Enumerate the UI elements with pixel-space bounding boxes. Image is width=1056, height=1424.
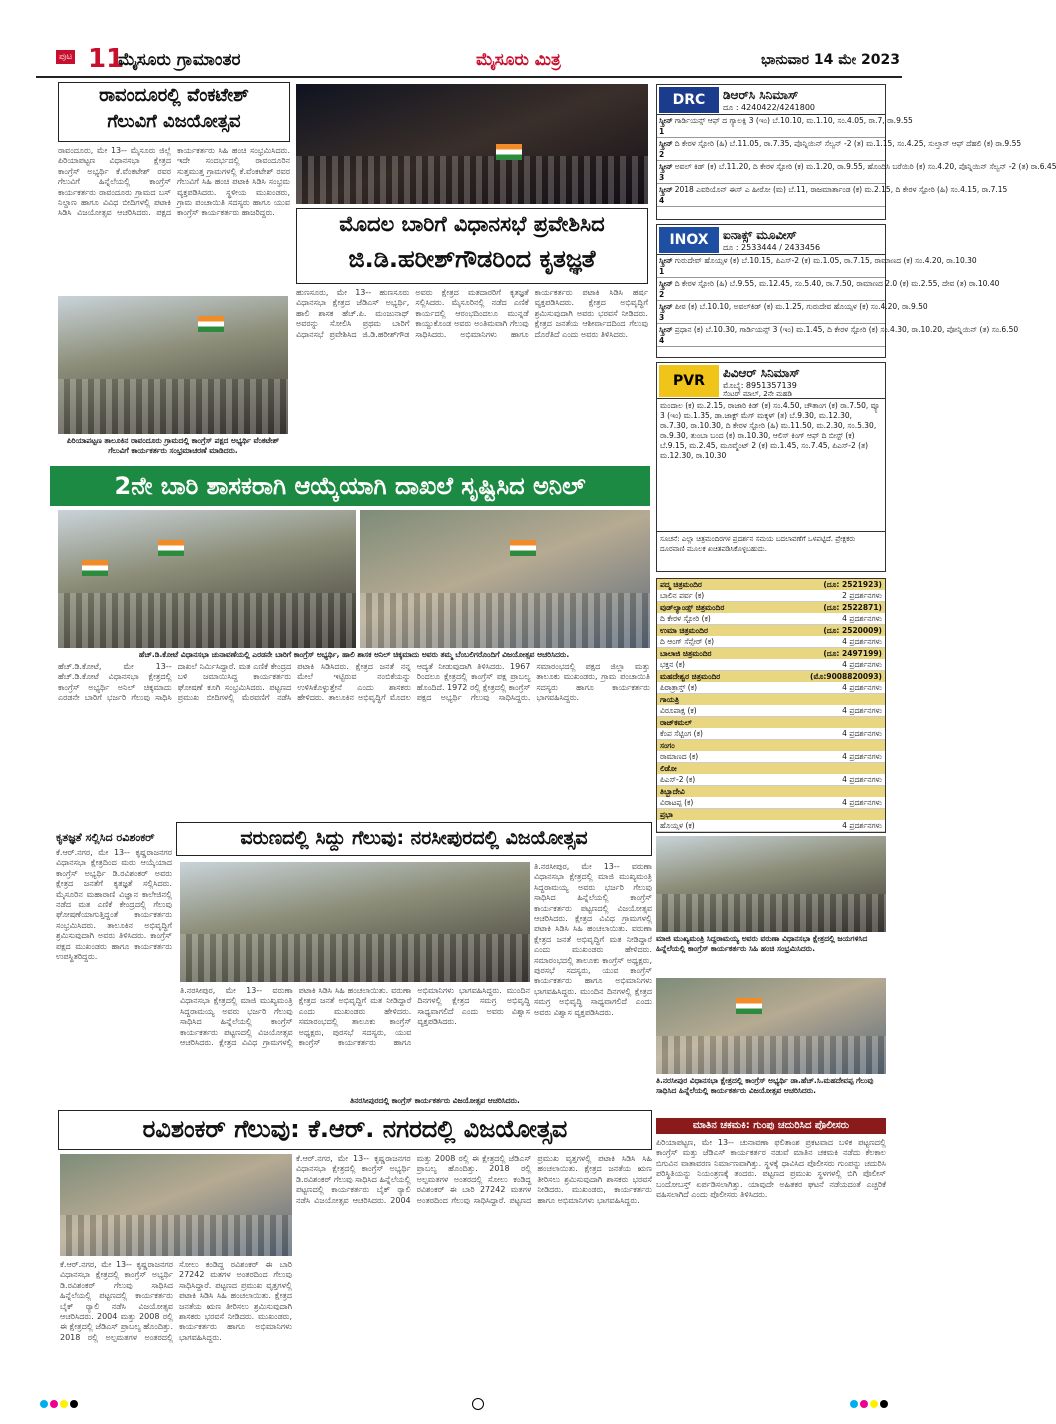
showtime-row: ಸ್ಕ್ರೀನ್ 4 2018 ಎವರಿಯೊನ್ ಈಸ್ ಎ ಹೀರೋ (ಮ) ಬೆ.11, ರಾಜಮಾರ್ತಾಂಡ (ಕ) ಮ.2.15, ದಿ ಕೇರಳ ಸ್ಟೋರಿ (ಹಿ) ಸಂ.4.15, ರಾ.7.15 (659, 185, 1008, 205)
flag-icon (736, 998, 762, 1014)
story7-body-left: ಕೆ.ಆರ್.ನಗರ, ಮೇ 13-- ಕೃಷ್ಣರಾಜನಗರ ವಿಧಾನಸಭಾ ಕ್ಷೇತ್ರದಲ್ಲಿ ಕಾಂಗ್ರೆಸ್ ಅಭ್ಯರ್ಥಿ ಡಿ.ರವಿಶಂಕರ್ ಗೆಲುವು ಸಾಧಿಸಿದ ಹಿನ್ನೆಲೆಯಲ್ಲಿ ಪಟ್ಟಣದಲ್ಲಿ ಕಾರ್ಯಕರ್ತರು ಬೈಕ್ ರ‍್ಯಾಲಿ ನಡೆಸಿ ವಿಜಯೋತ್ಸವ ಆಚರಿಸಿದರು. 2004 ಮತ್ತು 2008 ರಲ್ಲಿ ಈ ಕ್ಷೇತ್ರದಲ್ಲಿ ಜೆಡಿಎಸ್ ಪ್ರಾಬಲ್ಯ ಹೊಂದಿತ್ತು. 2018 ರಲ್ಲಿ ಅಲ್ಪಮತಗಳ ಅಂತರದಲ್ಲಿ ಸೋಲು ಕಂಡಿದ್ದ ರವಿಶಂಕರ್ ಈ ಬಾರಿ 27242 ಮತಗಳ ಅಂತರದಿಂದ ಗೆಲುವು ಸಾಧಿಸಿದ್ದಾರೆ. ಪಟ್ಟಣದ ಪ್ರಮುಖ ವೃತ್ತಗಳಲ್ಲಿ ಪಟಾಕಿ ಸಿಡಿಸಿ ಸಿಹಿ ಹಂಚಲಾಯಿತು. ಕ್ಷೇತ್ರದ ಜನತೆಯ ಋಣ ತೀರಿಸಲು ಶ್ರಮಿಸುವುದಾಗಿ ಶಾಸಕರು ಭರವಸೆ ನೀಡಿದರು. ಮುಖಂಡರು, ಕಾರ್ಯಕರ್ತರು ಹಾಗೂ ಅಭಿಮಾನಿಗಳು ಭಾಗವಹಿಸಿದ್ದರು. (60, 1260, 292, 1342)
flag-icon (158, 540, 184, 556)
theatre-head: ತಿಬ್ಬಾದೇವಿ (657, 786, 885, 797)
cinema-pvr (656, 362, 886, 572)
flag-icon (198, 316, 224, 332)
showtime-row: ಸ್ಕ್ರೀನ್ 2 ದಿ ಕೇರಳ ಸ್ಟೋರಿ (ಹಿ) ಬೆ.11.05, ರಾ.7.35, ಪೊನ್ನಿಯಿನ್ ಸೆಲ್ವನ್ -2 (ತ) ಮ.1.15, ಸಂ.4.25, ಸುಲ್ತಾನ್ ಆಫ್ ದೆಹಲಿ (ಕ) ರಾ.9.55 (659, 139, 1022, 159)
flag-icon (510, 540, 536, 556)
section-name: ಮೈಸೂರು ಗ್ರಾಮಾಂತರ (118, 50, 241, 70)
showtime-row: ಸ್ಕ್ರೀನ್ 2 ದಿ ಕೇರಳ ಸ್ಟೋರಿ (ಹಿ) ಬೆ.9.55, ಮ.12.45, ಸಂ.5.40, ರಾ.7.50, ರಾಮಾಣದ 2.0 (ಕ) ಮ.2.55, ದೇವ (ತ) ರಾ.10.40 (659, 279, 1000, 299)
inox-logo: INOX (659, 227, 719, 253)
cinema-name: ಪಿವಿಆರ್ ಸಿನಿಮಾಸ್ (723, 366, 800, 380)
color-registration-marks (40, 1400, 78, 1410)
showtime-row: ಸ್ಕ್ರೀನ್ 1 ಗುರುದೇವ್ ಹೊಯ್ಸಳ (ಕ) ಬೆ.10.15, ಪಿಎಸ್-2 (ಕ) ಮ.1.05, ರಾ.7.15, ರಾಮಾಣದ (ಕ) ಸಂ.4.20, ರಾ.10.30 (659, 256, 977, 276)
cinema-name: ಡಿಆರ್‌ಸಿ ಸಿನಿಮಾಸ್ (723, 88, 799, 102)
flag-icon (82, 560, 108, 576)
theatre-row: ದಿ ಆಂಗ್ ಸೆನ್ಸೇರ್ (ಕ) 4 ಪ್ರದರ್ಶನಗಳು (657, 636, 885, 648)
story3-photo-left (58, 510, 356, 648)
theatre-row: ವಿರೂಪಾಕ್ಷ (ಕ) 4 ಪ್ರದರ್ಶನಗಳು (657, 705, 885, 717)
color-registration-marks (850, 1400, 888, 1410)
pvr-notice: ಸೂಚನೆ: ಎಲ್ಲಾ ಚಿತ್ರಮಂದಿರಗಳ ಪ್ರದರ್ಶನ ಸಮಯ ಬದಲಾವಣೆಗೆ ಒಳಪಟ್ಟಿದೆ. ಪ್ರೇಕ್ಷಕರು ದೂರವಾಣಿ ಮೂಲಕ ಖಚಿತಪಡಿಸಿಕೊಳ್ಳಬಹುದು. (657, 531, 885, 556)
theatre-head: ಉಮಾ ಚಿತ್ರಮಂದಿರ (ದೂ: 2520009) (657, 625, 885, 636)
theatre-head: ಲಿಡೋ (657, 763, 885, 774)
cinema-inox (656, 224, 1019, 358)
theatre-row: ರಾಮಾಣದ (ಕ) 4 ಪ್ರದರ್ಶನಗಳು (657, 751, 885, 763)
story4-body: ಕೆ.ಆರ್.ನಗರ, ಮೇ 13-- ಕೃಷ್ಣರಾಜನಗರ ವಿಧಾನಸಭಾ ಕ್ಷೇತ್ರದಿಂದ ಮರು ಆಯ್ಕೆಯಾದ ಕಾಂಗ್ರೆಸ್ ಅಭ್ಯರ್ಥಿ ಡಿ.ರವಿಶಂಕರ್ ಅವರು ಕ್ಷೇತ್ರದ ಜನತೆಗೆ ಕೃತಜ್ಞತೆ ಸಲ್ಲಿಸಿದರು. ಮೈಸೂರಿನ ಮಹಾರಾಣಿ ವಿಜ್ಞಾನ ಕಾಲೇಜಿನಲ್ಲಿ ನಡೆದ ಮತ ಎಣಿಕೆ ಕೇಂದ್ರದಲ್ಲಿ ಗೆಲುವು ಘೋಷಣೆಯಾಗುತ್ತಿದ್ದಂತೆ ಕಾರ್ಯಕರ್ತರು ಸಂಭ್ರಮಿಸಿದರು. ತಾಲೂಕಿನ ಅಭಿವೃದ್ಧಿಗೆ ಶ್ರಮಿಸುವುದಾಗಿ ಅವರು ತಿಳಿಸಿದರು. ಕಾಂಗ್ರೆಸ್ ಪಕ್ಷದ ಮುಖಂಡರು ಹಾಗೂ ಕಾರ್ಯಕರ್ತರು ಉಪಸ್ಥಿತರಿದ್ದರು. (56, 848, 172, 962)
theatre-head: ಪ್ರಭಾ (657, 809, 885, 820)
story8-headline: ಮಾತಿನ ಚಕಮಕಿ: ಗುಂಪು ಚದುರಿಸಿದ ಪೊಲೀಸರು (656, 1118, 886, 1134)
showtime-row: ಸ್ಕ್ರೀನ್ 4 ಪ್ರಧಾನ (ಕ) ಬೆ.10.30, ಗಾರ್ಡಿಯನ್ಸ್ 3 (ಇಂ) ಮ.1.45, ದಿ ಕೇರಳ ಸ್ಟೋರಿ (ಕ) ಸಂ.4.30, ರಾ.10.20, ಪೋನ್ನಿಯಿನ್ (ತ) ಸಂ.6.50 (659, 325, 1019, 345)
story5-body: ತಿ.ನರಸೀಪುರ, ಮೇ 13-- ವರುಣಾ ವಿಧಾನಸಭಾ ಕ್ಷೇತ್ರದಲ್ಲಿ ಮಾಜಿ ಮುಖ್ಯಮಂತ್ರಿ ಸಿದ್ದರಾಮಯ್ಯ ಅವರು ಭರ್ಜರಿ ಗೆಲುವು ಸಾಧಿಸಿದ ಹಿನ್ನೆಲೆಯಲ್ಲಿ ಕಾಂಗ್ರೆಸ್ ಕಾರ್ಯಕರ್ತರು ಪಟ್ಟಣದಲ್ಲಿ ವಿಜಯೋತ್ಸವ ಆಚರಿಸಿದರು. ಕ್ಷೇತ್ರದ ವಿವಿಧ ಗ್ರಾಮಗಳಲ್ಲಿ ಪಟಾಕಿ ಸಿಡಿಸಿ ಸಿಹಿ ಹಂಚಲಾಯಿತು. ವರುಣಾ ಕ್ಷೇತ್ರದ ಜನತೆ ಅಭಿವೃದ್ಧಿಗೆ ಮತ ನೀಡಿದ್ದಾರೆ ಎಂದು ಮುಖಂಡರು ಹೇಳಿದರು. ಸಮಾರಂಭದಲ್ಲಿ ತಾಲೂಕು ಕಾಂಗ್ರೆಸ್ ಅಧ್ಯಕ್ಷರು, ಪುರಸಭೆ ಸದಸ್ಯರು, ಯುವ ಕಾಂಗ್ರೆಸ್ ಕಾರ್ಯಕರ್ತರು ಹಾಗೂ ಅಭಿಮಾನಿಗಳು ಭಾಗವಹಿಸಿದ್ದರು. ಮುಂದಿನ ದಿನಗಳಲ್ಲಿ ಕ್ಷೇತ್ರದ ಸಮಗ್ರ ಅಭಿವೃದ್ಧಿ ಸಾಧ್ಯವಾಗಲಿದೆ ಎಂದು ಅವರು ವಿಶ್ವಾಸ ವ್ಯಕ್ತಪಡಿಸಿದರು. (534, 862, 652, 1017)
story3-body: ಹೆಚ್.ಡಿ.ಕೋಟೆ, ಮೇ 13-- ಹೆಚ್.ಡಿ.ಕೋಟೆ ವಿಧಾನಸಭಾ ಕ್ಷೇತ್ರದಲ್ಲಿ ಕಾಂಗ್ರೆಸ್ ಅಭ್ಯರ್ಥಿ ಅನಿಲ್ ಚಿಕ್ಕಮಾದು ಎರಡನೇ ಬಾರಿಗೆ ಭರ್ಜರಿ ಗೆಲುವು ಸಾಧಿಸಿ ದಾಖಲೆ ನಿರ್ಮಿಸಿದ್ದಾರೆ. ಮತ ಎಣಿಕೆ ಕೇಂದ್ರದ ಬಳಿ ಜಮಾಯಿಸಿದ್ದ ಕಾರ್ಯಕರ್ತರು ಘೋಷಣೆ ಕೂಗಿ ಸಂಭ್ರಮಿಸಿದರು. ಪಟ್ಟಣದ ಪ್ರಮುಖ ಬೀದಿಗಳಲ್ಲಿ ಮೆರವಣಿಗೆ ನಡೆಸಿ ಪಟಾಕಿ ಸಿಡಿಸಿದರು. ಕ್ಷೇತ್ರದ ಜನತೆ ನನ್ನ ಮೇಲೆ ಇಟ್ಟಿರುವ ನಂಬಿಕೆಯನ್ನು ಉಳಿಸಿಕೊಳ್ಳುತ್ತೇನೆ ಎಂದು ಶಾಸಕರು ಹೇಳಿದರು. ತಾಲೂಕಿನ ಅಭಿವೃದ್ಧಿಗೆ ಮೊದಲ ಆದ್ಯತೆ ನೀಡುವುದಾಗಿ ತಿಳಿಸಿದರು. 1967 ರಿಂದಲೂ ಕ್ಷೇತ್ರದಲ್ಲಿ ಕಾಂಗ್ರೆಸ್ ಪಕ್ಷ ಪ್ರಾಬಲ್ಯ ಹೊಂದಿದೆ. 1972 ರಲ್ಲಿ ಕ್ಷೇತ್ರದಲ್ಲಿ ಕಾಂಗ್ರೆಸ್ ಪಕ್ಷದ ಅಭ್ಯರ್ಥಿ ಗೆಲುವು ಸಾಧಿಸಿದ್ದರು. ಸಮಾರಂಭದಲ್ಲಿ ಪಕ್ಷದ ಜಿಲ್ಲಾ ಮತ್ತು ತಾಲೂಕು ಮುಖಂಡರು, ಗ್ರಾಮ ಪಂಚಾಯಿತಿ ಸದಸ್ಯರು ಹಾಗೂ ಕಾರ್ಯಕರ್ತರು ಭಾಗವಹಿಸಿದ್ದರು. (58, 662, 650, 703)
cinema-phone: ದೂ : 2533444 / 2433456 (723, 243, 821, 252)
theatre-row: ಕೆಂಪ ಸೆಟ್ಟಿಂಗ (ಕ) 4 ಪ್ರದರ್ಶನಗಳು (657, 728, 885, 740)
showtime-row: ಸ್ಕ್ರೀನ್ 3 ಅವಲ್ ಕಿಡ್ (ಕ) ಬೆ.11.20, ದಿ ಕೇರಳ ಸ್ಟೋರಿ (ಕ) ಮ.1.20, ರಾ.9.55, ಹೊಂದಿಸಿ ಬರೆಯಿರಿ (ಕ) ಸಂ.4.20, ಪೊನ್ನಿಯಿನ್ ಸೆಲ್ವನ್ -2 (ತ) ರಾ.6.45 (659, 162, 1056, 182)
story5-caption: ತಿನರಸೀಪುರದಲ್ಲಿ ಕಾಂಗ್ರೆಸ್ ಕಾರ್ಯಕರ್ತರು ವಿಜಯೋತ್ಸವ ಆಚರಿಸಿದರು. (350, 1096, 520, 1105)
story6-caption-1: ಮಾಜಿ ಮುಖ್ಯಮಂತ್ರಿ ಸಿದ್ದರಾಮಯ್ಯ ಅವರು ವರುಣಾ ವಿಧಾನಸಭಾ ಕ್ಷೇತ್ರದಲ್ಲಿ ಜಯಗಳಿಸಿದ ಹಿನ್ನೆಲೆಯಲ್ಲಿ ಕಾಂಗ್ರೆಸ್ ಕಾರ್ಯಕರ್ತರು ಸಿಹಿ ಹಂಚಿ ಸಂಭ್ರಮಿಸಿದರು. (656, 934, 868, 953)
theatre-head: ಬಾಲಾಜಿ ಚಿತ್ರಮಂದಿರ (ದೂ: 2497199) (657, 648, 885, 659)
story6-photo-1 (656, 836, 886, 932)
pvr-listing: ಮಂದಾಲ (ಕ) ಮ.2.15, ರಾಜಾರಿ ಕಿಡ್ (ಕ) ಸಂ.4.50, ಚೌತಾಂಗ (ಕ) ರಾ.7.50, ವ್ಯೂ 3 (ಇಂ) ಮ.1.35, ಡಾ.ಜಾಕ್ಟ್ ಮೆಗ್ ಮಕ್ಕಳ್ (ತ) ಬೆ.9.30, ಮ.12.30, ರಾ.7.30, ರಾ.10.30, ದಿ ಕೇರಳ ಸ್ಟೋರಿ (ಹಿ) ಮ.11.50, ಮ.2.30, ಸಂ.5.30, ರಾ.9.30, ತುಂಬಾ ಬಂದ (ಕ) ರಾ.10.30, ಆಲಿಸ್ ಕಿಂಗ್ ಆಫ್ ದಿ ಬೀಸ್ಟ್ (ಕ) ಬೆ.9.15, ಮ.2.45, ಮೂವ್ಮೆಂಟ್ 2 (ಕ) ಮ.1.45, ಸಂ.7.45, ಪಿಎಸ್-2 (ತ) ಮ.12.30, ರಾ.10.30 (660, 401, 880, 460)
theatre-head: ರಾಜ್‌ಕಮಲ್ (657, 717, 885, 728)
story8-body: ಪಿರಿಯಾಪಟ್ಟಣ, ಮೇ 13-- ಚುನಾವಣಾ ಫಲಿತಾಂಶ ಪ್ರಕಟವಾದ ಬಳಿಕ ಪಟ್ಟಣದಲ್ಲಿ ಕಾಂಗ್ರೆಸ್ ಮತ್ತು ಜೆಡಿಎಸ್ ಕಾರ್ಯಕರ್ತರ ನಡುವೆ ಮಾತಿನ ಚಕಮಕಿ ನಡೆದು ಕೆಲಕಾಲ ಬಿಗುವಿನ ವಾತಾವರಣ ನಿರ್ಮಾಣವಾಗಿತ್ತು. ಸ್ಥಳಕ್ಕೆ ಧಾವಿಸಿದ ಪೊಲೀಸರು ಗುಂಪನ್ನು ಚದುರಿಸಿ ಪರಿಸ್ಥಿತಿಯನ್ನು ನಿಯಂತ್ರಣಕ್ಕೆ ತಂದರು. ಪಟ್ಟಣದ ಪ್ರಮುಖ ಸ್ಥಳಗಳಲ್ಲಿ ಬಿಗಿ ಪೊಲೀಸ್ ಬಂದೋಬಸ್ತ್ ಏರ್ಪಡಿಸಲಾಗಿತ್ತು. ಯಾವುದೇ ಅಹಿತಕರ ಘಟನೆ ನಡೆಯದಂತೆ ಎಚ್ಚರಿಕೆ ವಹಿಸಲಾಗಿದೆ ಎಂದು ಪೊಲೀಸರು ತಿಳಿಸಿದರು. (656, 1138, 886, 1200)
theatre-row: ದಿ ಕೇರಳ ಸ್ಟೋರಿ (ಕ) 4 ಪ್ರದರ್ಶನಗಳು (657, 613, 885, 625)
theatre-head: ಮಹದೇಶ್ವರ ಚಿತ್ರಮಂದಿರ (ಮೊ:9008820093) (657, 671, 885, 682)
theatre-row: ವಿರಾಟಪ್ಪ (ಕ) 4 ಪ್ರದರ್ಶನಗಳು (657, 797, 885, 809)
showtime-row: ಸ್ಕ್ರೀನ್ 3 ಪೀಠ (ಕ) ಬೆ.10.10, ಅವಲ್‌ಕಿಡ್ (ಕ) ಮ.1.25, ಗುರುದೇವ ಹೊಯ್ಸಳ (ಕ) ಸಂ.4.20, ರಾ.9.50 (659, 302, 928, 322)
registration-target-icon (472, 1398, 484, 1410)
theatre-row: ಬಾಲಿನ ಪರ್ವ (ಕ) 2 ಪ್ರದರ್ಶನಗಳು (657, 590, 885, 602)
story2-headline-line1: ಮೊದಲ ಬಾರಿಗೆ ವಿಧಾನಸಭೆ ಪ್ರವೇಶಿಸಿದ (339, 212, 605, 236)
theatre-head: ಪದ್ಮ ಚಿತ್ರಮಂದಿರ (ದೂ: 2521923) (657, 579, 885, 590)
cinema-phone: ಮೊಬೈ: 8951357139 (723, 381, 797, 390)
story1-caption: ಪಿರಿಯಾಪಟ್ಟಣ ತಾಲೂಕಿನ ರಾವಂದೂರು ಗ್ರಾಮದಲ್ಲಿ ಕಾಂಗ್ರೆಸ್ ಪಕ್ಷದ ಅಭ್ಯರ್ಥಿ ವೆಂಕಟೇಶ್ ಗೆಲುವಿಗೆ ಕಾರ್ಯಕರ್ತರು ಸಂಭ್ರಮಾಚರಣೆ ಮಾಡಿದರು. (66, 436, 280, 455)
drc-logo: DRC (659, 87, 719, 113)
theatre-row: ಪಿರಾತ್ರಾಸ್ತ್ (ಕ) 4 ಪ್ರದರ್ಶನಗಳು (657, 682, 885, 694)
theatre-row: ಪಿಎಸ್-2 (ಕ) 4 ಪ್ರದರ್ಶನಗಳು (657, 774, 885, 786)
story6-photo-2 (656, 978, 886, 1074)
story5-photo (180, 862, 530, 982)
pvr-logo: PVR (659, 365, 719, 397)
theatre-row: ಹೊಯ್ಸಳ (ಕ) 4 ಪ್ರದರ್ಶನಗಳು (657, 820, 885, 832)
page-tag: ಪುಟ (56, 50, 75, 64)
cinema-phone: ದೂ : 4240422/4241800 (723, 103, 816, 112)
theatre-list (656, 578, 886, 833)
story1-body: ರಾವಂದೂರು, ಮೇ 13-- ಮೈಸೂರು ಜಿಲ್ಲೆ ಪಿರಿಯಾಪಟ್ಟಣ ವಿಧಾನಸಭಾ ಕ್ಷೇತ್ರದ ಕಾಂಗ್ರೆಸ್ ಅಭ್ಯರ್ಥಿ ಕೆ.ವೆಂಕಟೇಶ್ ರವರ ಗೆಲುವಿಗೆ ಹಿನ್ನೆಲೆಯಲ್ಲಿ ಕಾಂಗ್ರೆಸ್ ಕಾರ್ಯಕರ್ತರು ರಾವಂದೂರು ಗ್ರಾಮದ ಬಸ್ ನಿಲ್ದಾಣ ಹಾಗೂ ವಿವಿಧ ಬೀದಿಗಳಲ್ಲಿ ಪಟಾಕಿ ಸಿಡಿಸಿ ವಿಜಯೋತ್ಸವ ಆಚರಿಸಿದರು. ಪಕ್ಷದ ಕಾರ್ಯಕರ್ತರು ಸಿಹಿ ಹಂಚಿ ಸಂಭ್ರಮಿಸಿದರು. ಇದೇ ಸಂದರ್ಭದಲ್ಲಿ ರಾವಂದೂರಿನ ಸುತ್ತಮುತ್ತ ಗ್ರಾಮಗಳಲ್ಲಿ ಕೆ.ವೆಂಕಟೇಶ್ ರವರ ಗೆಲುವಿಗೆ ಸಿಹಿ ಹಂಚಿ ಪಟಾಕಿ ಸಿಡಿಸಿ ಸಂಭ್ರಮ ವ್ಯಕ್ತಪಡಿಸಿದರು. ಸ್ಥಳೀಯ ಮುಖಂಡರು, ಗ್ರಾಮ ಪಂಚಾಯಿತಿ ಸದಸ್ಯರು ಹಾಗೂ ಯುವ ಕಾಂಗ್ರೆಸ್ ಕಾರ್ಯಕರ್ತರು ಹಾಜರಿದ್ದರು. (58, 146, 290, 218)
story1-headline-line2: ಗೆಲುವಿಗೆ ವಿಜಯೋತ್ಸವ (107, 111, 241, 132)
cinema-name: ಐನಾಕ್ಸ್ ಮೂವೀಸ್ (723, 228, 797, 242)
story2-body: ಹುಣಸೂರು, ಮೇ 13-- ಹುಣಸೂರು ವಿಧಾನಸಭಾ ಕ್ಷೇತ್ರದ ಜೆಡಿಎಸ್ ಅಭ್ಯರ್ಥಿ, ಹಾಲಿ ಶಾಸಕ ಹೆಚ್.ಪಿ. ಮಂಜುನಾಥ್ ಅವರನ್ನು ಸೋಲಿಸಿ ಪ್ರಥಮ ಬಾರಿಗೆ ವಿಧಾನಸಭೆ ಪ್ರವೇಶಿಸಿದ ಜಿ.ಡಿ.ಹರೀಶ್‌ಗೌಡ ಅವರು ಕ್ಷೇತ್ರದ ಮತದಾರರಿಗೆ ಕೃತಜ್ಞತೆ ಸಲ್ಲಿಸಿದರು. ಮೈಸೂರಿನಲ್ಲಿ ನಡೆದ ಎಣಿಕೆ ಕಾರ್ಯದಲ್ಲಿ ಆರಂಭದಿಂದಲೂ ಮುನ್ನಡೆ ಕಾಯ್ದುಕೊಂಡ ಅವರು ಅಂತಿಮವಾಗಿ ಗೆಲುವು ಸಾಧಿಸಿದರು. ಅಭಿಮಾನಿಗಳು ಹಾಗೂ ಕಾರ್ಯಕರ್ತರು ಪಟಾಕಿ ಸಿಡಿಸಿ ಹರ್ಷ ವ್ಯಕ್ತಪಡಿಸಿದರು. ಕ್ಷೇತ್ರದ ಅಭಿವೃದ್ಧಿಗೆ ಶ್ರಮಿಸುವುದಾಗಿ ಅವರು ಭರವಸೆ ನೀಡಿದರು. ಕ್ಷೇತ್ರದ ಜನತೆಯ ಆಶೀರ್ವಾದದಿಂದ ಗೆಲುವು ದೊರೆತಿದೆ ಎಂದು ಅವರು ತಿಳಿಸಿದರು. (296, 288, 648, 339)
story7-body-right: ಕೆ.ಆರ್.ನಗರ, ಮೇ 13-- ಕೃಷ್ಣರಾಜನಗರ ವಿಧಾನಸಭಾ ಕ್ಷೇತ್ರದಲ್ಲಿ ಕಾಂಗ್ರೆಸ್ ಅಭ್ಯರ್ಥಿ ಡಿ.ರವಿಶಂಕರ್ ಗೆಲುವು ಸಾಧಿಸಿದ ಹಿನ್ನೆಲೆಯಲ್ಲಿ ಪಟ್ಟಣದಲ್ಲಿ ಕಾರ್ಯಕರ್ತರು ಬೈಕ್ ರ‍್ಯಾಲಿ ನಡೆಸಿ ವಿಜಯೋತ್ಸವ ಆಚರಿಸಿದರು. 2004 ಮತ್ತು 2008 ರಲ್ಲಿ ಈ ಕ್ಷೇತ್ರದಲ್ಲಿ ಜೆಡಿಎಸ್ ಪ್ರಾಬಲ್ಯ ಹೊಂದಿತ್ತು. 2018 ರಲ್ಲಿ ಅಲ್ಪಮತಗಳ ಅಂತರದಲ್ಲಿ ಸೋಲು ಕಂಡಿದ್ದ ರವಿಶಂಕರ್ ಈ ಬಾರಿ 27242 ಮತಗಳ ಅಂತರದಿಂದ ಗೆಲುವು ಸಾಧಿಸಿದ್ದಾರೆ. ಪಟ್ಟಣದ ಪ್ರಮುಖ ವೃತ್ತಗಳಲ್ಲಿ ಪಟಾಕಿ ಸಿಡಿಸಿ ಸಿಹಿ ಹಂಚಲಾಯಿತು. ಕ್ಷೇತ್ರದ ಜನತೆಯ ಋಣ ತೀರಿಸಲು ಶ್ರಮಿಸುವುದಾಗಿ ಶಾಸಕರು ಭರವಸೆ ನೀಡಿದರು. ಮುಖಂಡರು, ಕಾರ್ಯಕರ್ತರು ಹಾಗೂ ಅಭಿಮಾನಿಗಳು ಭಾಗವಹಿಸಿದ್ದರು. (296, 1154, 652, 1205)
story1-photo (58, 296, 288, 434)
story1-headline-line1: ರಾವಂದೂರಲ್ಲಿ ವೆಂಕಟೇಶ್ (99, 85, 249, 106)
showtime-row: ಸ್ಕ್ರೀನ್ 1 ಗಾರ್ಡಿಯನ್ಸ್ ಆಫ್ ದ ಗ್ಯಾಲಕ್ಸಿ 3 (ಇಂ) ಬೆ.10.10, ಮ.1.10, ಸಂ.4.05, ರಾ.7, ರಾ.9.55 (659, 116, 913, 136)
page-header (36, 44, 902, 78)
story2-headline-line2: ಜಿ.ಡಿ.ಹರೀಶ್‌ಗೌಡರಿಂದ ಕೃತಜ್ಞತೆ (348, 245, 596, 273)
theatre-row: ಭಕ್ತನ (ಕ) 4 ಪ್ರದರ್ಶನಗಳು (657, 659, 885, 671)
dateline: ಭಾನುವಾರ 14 ಮೇ 2023 (760, 52, 900, 68)
story3-headline-banner: 2ನೇ ಬಾರಿ ಶಾಸಕರಾಗಿ ಆಯ್ಕೆಯಾಗಿ ದಾಖಲೆ ಸೃಷ್ಟಿಸಿದ ಅನಿಲ್ (50, 466, 650, 506)
story5-headline: ವರುಣದಲ್ಲಿ ಸಿದ್ದು ಗೆಲುವು: ನರಸೀಪುರದಲ್ಲಿ ವಿಜಯೋತ್ಸವ (240, 827, 588, 849)
story7-photo (60, 1154, 292, 1256)
story2-photo (296, 84, 648, 204)
story5-body-continued: ತಿ.ನರಸೀಪುರ, ಮೇ 13-- ವರುಣಾ ವಿಧಾನಸಭಾ ಕ್ಷೇತ್ರದಲ್ಲಿ ಮಾಜಿ ಮುಖ್ಯಮಂತ್ರಿ ಸಿದ್ದರಾಮಯ್ಯ ಅವರು ಭರ್ಜರಿ ಗೆಲುವು ಸಾಧಿಸಿದ ಹಿನ್ನೆಲೆಯಲ್ಲಿ ಕಾಂಗ್ರೆಸ್ ಕಾರ್ಯಕರ್ತರು ಪಟ್ಟಣದಲ್ಲಿ ವಿಜಯೋತ್ಸವ ಆಚರಿಸಿದರು. ಕ್ಷೇತ್ರದ ವಿವಿಧ ಗ್ರಾಮಗಳಲ್ಲಿ ಪಟಾಕಿ ಸಿಡಿಸಿ ಸಿಹಿ ಹಂಚಲಾಯಿತು. ವರುಣಾ ಕ್ಷೇತ್ರದ ಜನತೆ ಅಭಿವೃದ್ಧಿಗೆ ಮತ ನೀಡಿದ್ದಾರೆ ಎಂದು ಮುಖಂಡರು ಹೇಳಿದರು. ಸಮಾರಂಭದಲ್ಲಿ ತಾಲೂಕು ಕಾಂಗ್ರೆಸ್ ಅಧ್ಯಕ್ಷರು, ಪುರಸಭೆ ಸದಸ್ಯರು, ಯುವ ಕಾಂಗ್ರೆಸ್ ಕಾರ್ಯಕರ್ತರು ಹಾಗೂ ಅಭಿಮಾನಿಗಳು ಭಾಗವಹಿಸಿದ್ದರು. ಮುಂದಿನ ದಿನಗಳಲ್ಲಿ ಕ್ಷೇತ್ರದ ಸಮಗ್ರ ಅಭಿವೃದ್ಧಿ ಸಾಧ್ಯವಾಗಲಿದೆ ಎಂದು ಅವರು ವಿಶ್ವಾಸ ವ್ಯಕ್ತಪಡಿಸಿದರು. (180, 986, 530, 1048)
cinema-address: ಸೆಂಟರ್ ಮಾಲ್, 2ನೇ ಮಹಡಿ (723, 390, 793, 398)
flag-icon (496, 144, 522, 160)
theatre-head: ಸಂಗಂ (657, 740, 885, 751)
theatre-head: ಗಾಯತ್ರಿ (657, 694, 885, 705)
story3-caption: ಹೆಚ್.ಡಿ.ಕೋಟೆ ವಿಧಾನಸಭಾ ಚುನಾವಣೆಯಲ್ಲಿ ಎರಡನೇ ಬಾರಿಗೆ ಕಾಂಗ್ರೆಸ್ ಅಭ್ಯರ್ಥಿ, ಹಾಲಿ ಶಾಸಕ ಅನಿಲ್ ಚಿಕ್ಕಮಾದು ಅವರು ತಮ್ಮ ಬೆಂಬಲಿಗರೊಂದಿಗೆ ವಿಜಯೋತ್ಸವ ಆಚರಿಸಿದರು. (138, 650, 570, 659)
cinema-drc (656, 84, 1056, 220)
story3-photo-right (360, 510, 650, 648)
story7-headline: ರವಿಶಂಕರ್ ಗೆಲುವು: ಕೆ.ಆರ್. ನಗರದಲ್ಲಿ ವಿಜಯೋತ್ಸವ (142, 1115, 568, 1143)
theatre-head: ವುಡ್‌ಲ್ಯಾಂಡ್ಸ್ ಚಿತ್ರಮಂದಿರ (ದೂ: 2522871) (657, 602, 885, 613)
story6-caption-2: ತಿ.ನರಸೀಪುರ ವಿಧಾನಸಭಾ ಕ್ಷೇತ್ರದಲ್ಲಿ ಕಾಂಗ್ರೆಸ್ ಅಭ್ಯರ್ಥಿ ಡಾ.ಹೆಚ್.ಸಿ.ಮಹದೇವಪ್ಪ ಗೆಲುವು ಸಾಧಿಸಿದ ಹಿನ್ನೆಲೆಯಲ್ಲಿ ಕಾರ್ಯಕರ್ತರು ವಿಜಯೋತ್ಸವ ಆಚರಿಸಿದರು. (656, 1076, 874, 1095)
page-number: 11 (88, 44, 125, 74)
paper-name: ಮೈಸೂರು ಮಿತ್ರ (476, 50, 561, 70)
story4-headline: ಕೃತಜ್ಞತೆ ಸಲ್ಲಿಸಿದ ರವಿಶಂಕರ್ (56, 831, 155, 844)
